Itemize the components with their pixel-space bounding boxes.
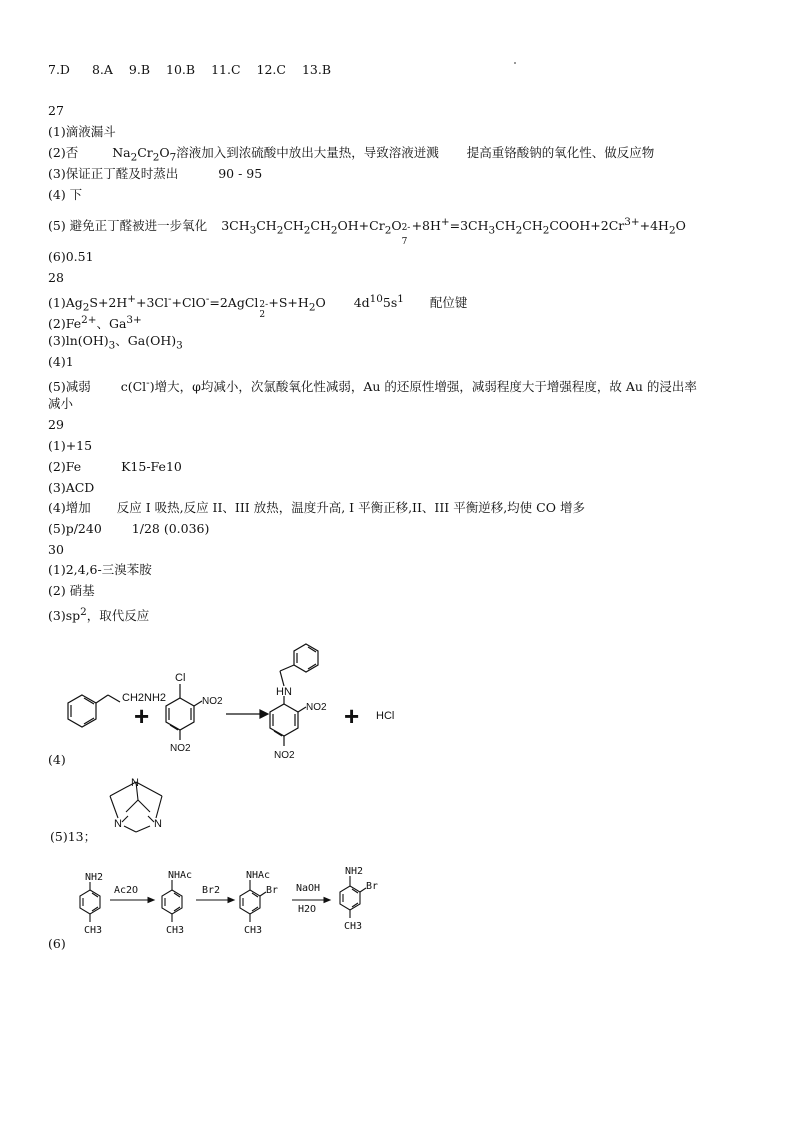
q27-a2-reason: 溶液加入到浓硫酸中放出大量热，导致溶液迸溅: [176, 145, 439, 160]
q28-a5-cont: 减小: [48, 396, 74, 411]
bromoacetamide-structure: [240, 880, 266, 922]
q27-number: 27: [48, 103, 64, 118]
mc-answer: 12.C: [256, 62, 286, 77]
amine-label: NH2: [85, 872, 104, 883]
q27-a3-text: (3)保证正丁醛及时蒸出: [48, 166, 179, 181]
q29-a4-a: (4)增加: [48, 500, 91, 515]
reagent-h2o: H2O: [298, 904, 317, 915]
reaction-arrow: [196, 898, 234, 903]
q29-a4: [48, 500, 585, 516]
q27-a6: (6)0.51: [48, 249, 94, 264]
bromotoluidine-structure: [340, 876, 366, 918]
q30-a4-label: (4): [48, 752, 66, 767]
mc-answer: 9.B: [128, 62, 151, 77]
mc-answer: 13.B: [301, 62, 332, 77]
nitro-label: NO2: [170, 743, 191, 754]
product-nh-label: HN: [276, 686, 292, 698]
acetamide-structure: [162, 880, 182, 922]
hexamine-structure: [96, 772, 176, 838]
q29-number: 29: [48, 417, 64, 432]
mc-answer: 7.D: [48, 62, 70, 77]
mc-answer: 8.A: [91, 62, 113, 77]
q30-a3: $(3)sp^2$，取代反应: [48, 606, 150, 624]
q30-a2: (2) 硝基: [48, 583, 95, 598]
hcl-label: HCl: [376, 710, 395, 722]
q28-a4: (4)1: [48, 354, 74, 369]
q28-a1-config: 4d: [353, 295, 370, 311]
q28-a2: $(2)Fe^{2+}$、$Ga^{3+}$: [48, 314, 142, 332]
q28-a1-bond: 配位键: [429, 295, 468, 311]
chlorodinitrobenzene-structure: [166, 684, 202, 740]
amide-label: NHAc: [246, 870, 271, 881]
chloro-label: Cl: [175, 672, 186, 684]
q28-a3-text: (3)ln(OH): [48, 333, 109, 348]
q27-a2: (2)否 $Na_2Cr_2O_7$溶液加入到浓硫酸中放出大量热，导致溶液迸溅 提高重铬酸钠的氧化性、做反应物: [48, 145, 655, 164]
q29-a5-a: (5)p/240: [48, 521, 102, 536]
reaction-arrow: [292, 898, 330, 903]
q29-a2-a: (2)Fe: [48, 459, 82, 474]
nitro-label: NO2: [274, 750, 295, 761]
amide-label: NHAc: [168, 870, 193, 881]
q30-a3-b: ，取代反应: [86, 608, 150, 624]
q29-a4-b: 反应 I 吸热,反应 II、III 放热，温度升高, I 平衡正移,II、III 平衡逆移,均使 CO 增多: [116, 500, 585, 515]
q27-a2-extra: 提高重铬酸钠的氧化性、做反应物: [466, 145, 655, 160]
reaction-4-scheme: [48, 638, 468, 770]
nitrogen-label: N: [154, 818, 162, 830]
q28-a5-text: 增大，φ均减小，次氯酸氧化性减弱，Au 的还原性增强，减弱程度大于增强程度，故 Au 的浸出率: [154, 379, 697, 395]
mc-answers-line: [48, 62, 331, 78]
benzylamine-label: CH2NH2: [122, 692, 167, 704]
q30-a6-label: (6): [48, 936, 66, 951]
q28-a1: $(1)Ag_2S+2H^++3Cl^-+ClO^-=2AgCl$ 2- 2 $+S+H_2O$ $4d^{10}5s^1$ 配位键: [48, 293, 468, 321]
q29-a2-b: K15-Fe10: [121, 459, 182, 474]
mc-answer: 11.C: [211, 62, 241, 77]
q29-a2: [48, 459, 182, 475]
mc-answer: 10.B: [166, 62, 196, 77]
q29-a3: (3)ACD: [48, 480, 95, 495]
q27-a4: (4) 下: [48, 187, 83, 202]
q27-a3: [48, 166, 262, 182]
methyl-label: CH3: [244, 925, 263, 936]
q29-a1: (1)+15: [48, 438, 93, 453]
reagent-ac2o: Ac2O: [114, 885, 139, 896]
nitrogen-label: N: [114, 818, 122, 830]
q30-a1: (1)2,4,6-三溴苯胺: [48, 562, 152, 577]
reagent-br2: Br2: [202, 885, 221, 896]
q28-a2-label: (2): [48, 316, 66, 332]
q28-a5-prefix: (5)减弱: [48, 379, 91, 395]
amine-label: NH2: [345, 866, 364, 877]
toluidine-structure: [80, 882, 100, 922]
reagent-naoh: NaOH: [296, 883, 321, 894]
reaction-6-scheme: [60, 858, 400, 940]
methyl-label: CH3: [166, 925, 185, 936]
reaction-arrow: [226, 710, 268, 718]
q28-a5: (5)减弱 c(Cl-)增大，φ均减小，次氯酸氧化性减弱，Au 的还原性增强，减弱程度大于增强程度，故 Au 的浸出率: [48, 377, 697, 395]
plus-sign: +: [344, 701, 360, 731]
q30-a3-a: (3)sp: [48, 608, 81, 624]
q27-a5: (5) 避免正丁醛被进一步氧化 $3CH_3CH_2CH_2CH_2OH+Cr_2O$ 2- 7 $+8H^+=3CH_3CH_2CH_2COOH+2Cr^{3+}+4H_2O$: [48, 216, 686, 248]
q27-a2-prefix: (2)否: [48, 145, 79, 160]
q29-a5-b: 1/28 (0.036): [131, 521, 210, 536]
q29-a5: [48, 521, 209, 537]
q30-a5-label: (5)13；: [50, 829, 97, 844]
bromo-label: Br: [266, 885, 279, 896]
nitro-label: NO2: [306, 702, 327, 713]
bromo-label: Br: [366, 881, 379, 892]
reaction-arrow: [110, 898, 154, 903]
q27-a1: (1)滴液漏斗: [48, 124, 116, 139]
methyl-label: CH3: [84, 925, 103, 936]
q27-a5-prefix: (5) 避免正丁醛被进一步氧化: [48, 218, 208, 234]
q28-a3: $(3)\ln(OH)_3$、$Ga(OH)_3$: [48, 333, 183, 352]
benzylamine-structure: [68, 695, 120, 727]
q30-number: 30: [48, 542, 64, 557]
q27-a3-temp: 90 - 95: [218, 166, 263, 181]
nitro-label: NO2: [202, 696, 223, 707]
q28-number: 28: [48, 270, 64, 285]
plus-sign: +: [134, 701, 150, 731]
stray-dot: [514, 62, 516, 64]
methyl-label: CH3: [344, 921, 363, 932]
nitrogen-label: N: [131, 777, 139, 789]
